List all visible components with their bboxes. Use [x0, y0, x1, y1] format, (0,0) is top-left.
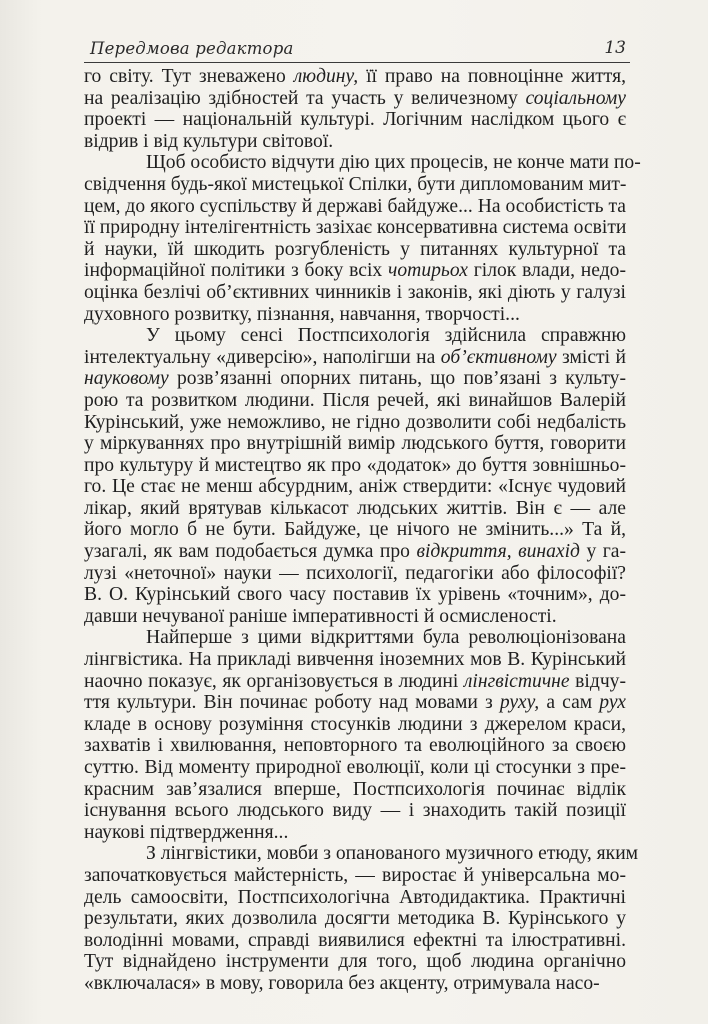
text-segment: започатковується майстерність, — виростає й універсальна мо-: [84, 864, 626, 886]
text-segment: відчу-: [569, 670, 626, 692]
text-segment: цем, до якого суспільству й державі байдуже... На особистість та: [84, 195, 626, 217]
text-segment: володінні мовами, справді виявилися ефектні та ілюстративні.: [84, 929, 626, 951]
text-segment: ття культури. Він починає роботу над мовами з: [84, 692, 500, 714]
text-line: [84, 887, 626, 909]
text-line: [84, 498, 626, 520]
page-number: 13: [604, 38, 626, 58]
text-segment: го світу. Тут зневажено: [84, 66, 294, 87]
text-segment: кладе в основу розуміння стосунків людини з джерелом краси,: [84, 713, 626, 735]
text-line: [84, 714, 626, 736]
text-segment: наукові підтвердження...: [84, 821, 289, 843]
text-segment: лузі «неточної» науки — психології, педагогіки або філософії?: [84, 562, 626, 584]
text-line: [84, 865, 626, 887]
italic-text: рух: [599, 692, 626, 714]
paragraph: [84, 843, 639, 994]
text-line: [84, 800, 626, 822]
text-line: [84, 152, 641, 174]
text-segment: Найперше з цими відкриттями була революціонізована: [146, 627, 626, 649]
text-line: [84, 584, 626, 606]
text-line: [84, 368, 626, 390]
text-segment: її природну інтелігентність зазіхає консервативна система освіти: [84, 217, 627, 239]
text-segment: Курінський, уже неможливо, не гідно дозволити собі недбалість: [84, 411, 626, 433]
text-segment: В. О. Курінський свого часу поставив їх урівень «точним», до-: [84, 584, 626, 606]
text-segment: дель самоосвіти, Постпсихологічна Автодидактика. Практичні: [84, 886, 626, 908]
text-line: [84, 304, 626, 326]
italic-text: науковому: [84, 368, 169, 390]
italic-text: об’єктивному: [440, 346, 557, 368]
paragraph: [84, 152, 641, 325]
text-segment: на реалізацію здібностей та участь у величезному: [84, 87, 526, 109]
text-segment: у га-: [579, 541, 627, 563]
text-line: [84, 282, 626, 304]
text-line: [84, 88, 626, 110]
text-segment: давши нечуваної раніше імперативності й осмисленості.: [84, 605, 557, 627]
text-segment: го. Це стає не менш абсурдним, аніж ствердити: «Існує чудовий: [84, 476, 626, 498]
paragraph: [84, 66, 626, 152]
text-line: [84, 563, 626, 585]
text-segment: у міркуваннях про внутрішній вимір людського буття, говорити: [84, 433, 626, 455]
text-segment: існування всього людського виду — і знаходить такій позиції: [84, 800, 626, 822]
text-segment: лікар, який врятував кількасот людських життів. Він є — але: [84, 497, 626, 519]
text-line: [84, 843, 639, 865]
text-segment: проекті — національній культурі. Логічним наслідком цього є: [84, 109, 626, 131]
paragraph: [84, 325, 626, 627]
text-segment: свідчення будь-якої мистецької Спілки, бути дипломованим мит-: [84, 173, 627, 195]
text-line: [84, 822, 626, 844]
text-line: [84, 908, 626, 930]
text-line: [84, 930, 626, 952]
text-line: [84, 692, 626, 714]
text-line: [84, 455, 626, 477]
text-line: [84, 779, 626, 801]
text-line: [84, 239, 626, 261]
text-line: [84, 671, 626, 693]
text-segment: розв’язанні опорних питань, що пов’язані з культу-: [168, 368, 626, 390]
text-line: [84, 757, 626, 779]
italic-text: руху,: [499, 692, 540, 714]
text-segment: суттю. Від моменту природної еволюції, коли ці стосунки з пре-: [84, 757, 626, 778]
text-segment: захватів і хвилювання, неповторного та еволюційного за своєю: [84, 735, 626, 757]
running-head: [84, 34, 630, 63]
text-line: [84, 541, 626, 563]
text-line: [84, 174, 626, 196]
text-segment: У цьому сенсі Постпсихологія здійснила справжню: [146, 325, 626, 347]
text-line: [84, 260, 626, 282]
text-line: [84, 131, 626, 153]
text-segment: змісті й: [556, 346, 627, 368]
italic-text: лінгвістичне: [463, 670, 570, 692]
text-line: [84, 196, 626, 218]
text-segment: оцінка безлічі об’єктивних чинників і законів, які діють у галузі: [84, 281, 626, 303]
text-segment: узагалі, як вам подобається думка про: [84, 541, 417, 563]
running-head-title: Передмова редактора: [90, 39, 294, 58]
text-line: [84, 109, 626, 131]
text-segment: наочно показує, як організовується в людині: [84, 670, 464, 692]
text-segment: З лінгвістики, мовби з опанованого музичного етюду, яким: [146, 843, 639, 865]
text-line: [84, 519, 626, 541]
text-segment: його могло б не бути. Байдуже, це нічого не змінить...» Та й,: [84, 519, 626, 541]
text-line: [84, 325, 626, 347]
text-line: [84, 627, 626, 649]
text-segment: її право на повноцінне життя,: [358, 66, 627, 87]
text-line: [84, 390, 626, 412]
text-segment: Тут віднайдено інструменти для того, щоб людина органічно: [84, 951, 626, 973]
text-segment: красним зав’язалися вперше, Постпсихологія починає відлік: [84, 778, 626, 800]
italic-text: чотирьох: [388, 260, 468, 282]
text-line: [84, 735, 626, 757]
text-segment: результати, яких дозволила досягти методика В. Курінського у: [84, 908, 626, 930]
text-line: [84, 66, 626, 88]
text-segment: інформаційної політики з боку всіх: [84, 260, 389, 282]
text-segment: інтелектуальну «диверсію», наполігши на: [84, 346, 441, 368]
text-segment: про культуру й мистецтво як про «додаток» до буття зовнішньо-: [84, 454, 626, 476]
text-line: [84, 951, 626, 973]
text-line: [84, 973, 626, 995]
text-line: [84, 347, 626, 369]
text-segment: лінгвістика. На прикладі вивчення іноземних мов В. Курінський: [84, 649, 626, 671]
text-segment: й науки, їй шкодить розгубленість у питаннях культурної та: [84, 238, 626, 260]
body-text: [84, 66, 641, 995]
text-line: [84, 606, 626, 628]
italic-text: соціальному: [525, 87, 626, 109]
text-line: [84, 433, 626, 455]
text-segment: «включалася» в мову, говорила без акценту, отримувала насо-: [84, 972, 600, 994]
text-line: [84, 649, 626, 671]
text-segment: відрив і від культури світової.: [84, 130, 334, 152]
paragraph: [84, 627, 626, 843]
text-segment: гілок влади, недо-: [467, 260, 626, 282]
text-segment: духовного розвитку, пізнання, навчання, творчості...: [84, 303, 520, 325]
text-line: [84, 217, 626, 239]
italic-text: людину,: [293, 66, 359, 87]
text-segment: рою та розвитком людини. Після речей, які винайшов Валерій: [84, 389, 626, 411]
text-segment: а сам: [539, 692, 600, 714]
text-line: [84, 476, 626, 498]
text-line: [84, 412, 626, 434]
italic-text: відкриття, винахід: [416, 541, 580, 563]
text-segment: Щоб особисто відчути дію цих процесів, не конче мати по-: [146, 152, 641, 174]
